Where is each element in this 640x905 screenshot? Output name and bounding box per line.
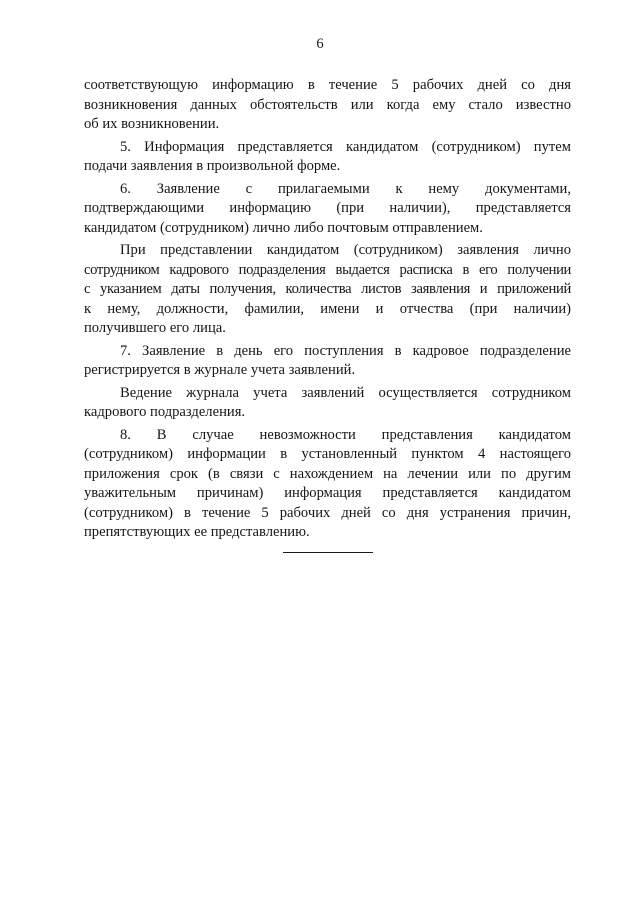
text-line: возникновения данных обстоятельств или когда ему стало известно [84, 96, 571, 113]
paragraph-continuation [84, 76, 571, 135]
paragraph-item-8 [84, 426, 571, 543]
text-line: 7. Заявление в день его поступления в кадровое подразделение [120, 342, 571, 359]
paragraph-item-7 [84, 342, 571, 381]
text-line: (сотрудником) информации в установленный пунктом 4 настоящего [84, 446, 571, 462]
text-line: к нему, должности, фамилии, имени и отчества (при наличии) [84, 300, 571, 317]
text-line: кандидатом (сотрудником) лично либо почтовым отправлением. [84, 219, 483, 236]
text-line: уважительным причинам) информация представляется кандидатом [84, 485, 571, 501]
text-line: 5. Информация представляется кандидатом (сотрудником) путем [120, 138, 571, 155]
text-line: При представлении кандидатом (сотрудником) заявления лично [120, 242, 571, 258]
paragraph-item-5 [84, 138, 571, 177]
closing-rule [283, 552, 373, 553]
document-body [84, 76, 571, 546]
text-line: подачи заявления в произвольной форме. [84, 158, 341, 174]
text-line: 6. Заявление с прилагаемыми к нему документами, [120, 180, 571, 197]
text-line: кадрового подразделения. [84, 404, 246, 420]
text-line: Ведение журнала учета заявлений осуществляется сотрудником [120, 384, 571, 401]
text-line: препятствующих ее представлению. [84, 524, 310, 540]
text-line: 8. В случае невозможности представления кандидатом [120, 426, 571, 443]
text-line: соответствующую информацию в течение 5 рабочих дней со дня [84, 77, 571, 93]
text-line: (сотрудником) в течение 5 рабочих дней со дня устранения причин, [84, 504, 571, 521]
page-number: 6 [316, 36, 324, 52]
text-line: с указанием даты получения, количества листов заявления и приложений [84, 281, 571, 297]
paragraph-journal [84, 384, 571, 423]
text-line: регистрируется в журнале учета заявлений. [84, 362, 356, 378]
paragraph-receipt [84, 241, 571, 339]
text-line: сотрудником кадрового подразделения выдается расписка в его получении [84, 261, 571, 278]
text-line: об их возникновении. [84, 116, 220, 132]
text-line: подтверждающими информацию (при наличии), представляется [84, 200, 571, 216]
text-line: получившего его лица. [84, 320, 226, 336]
text-line: приложения срок (в связи с нахождением на лечении или по другим [84, 465, 571, 482]
paragraph-item-6 [84, 180, 571, 239]
